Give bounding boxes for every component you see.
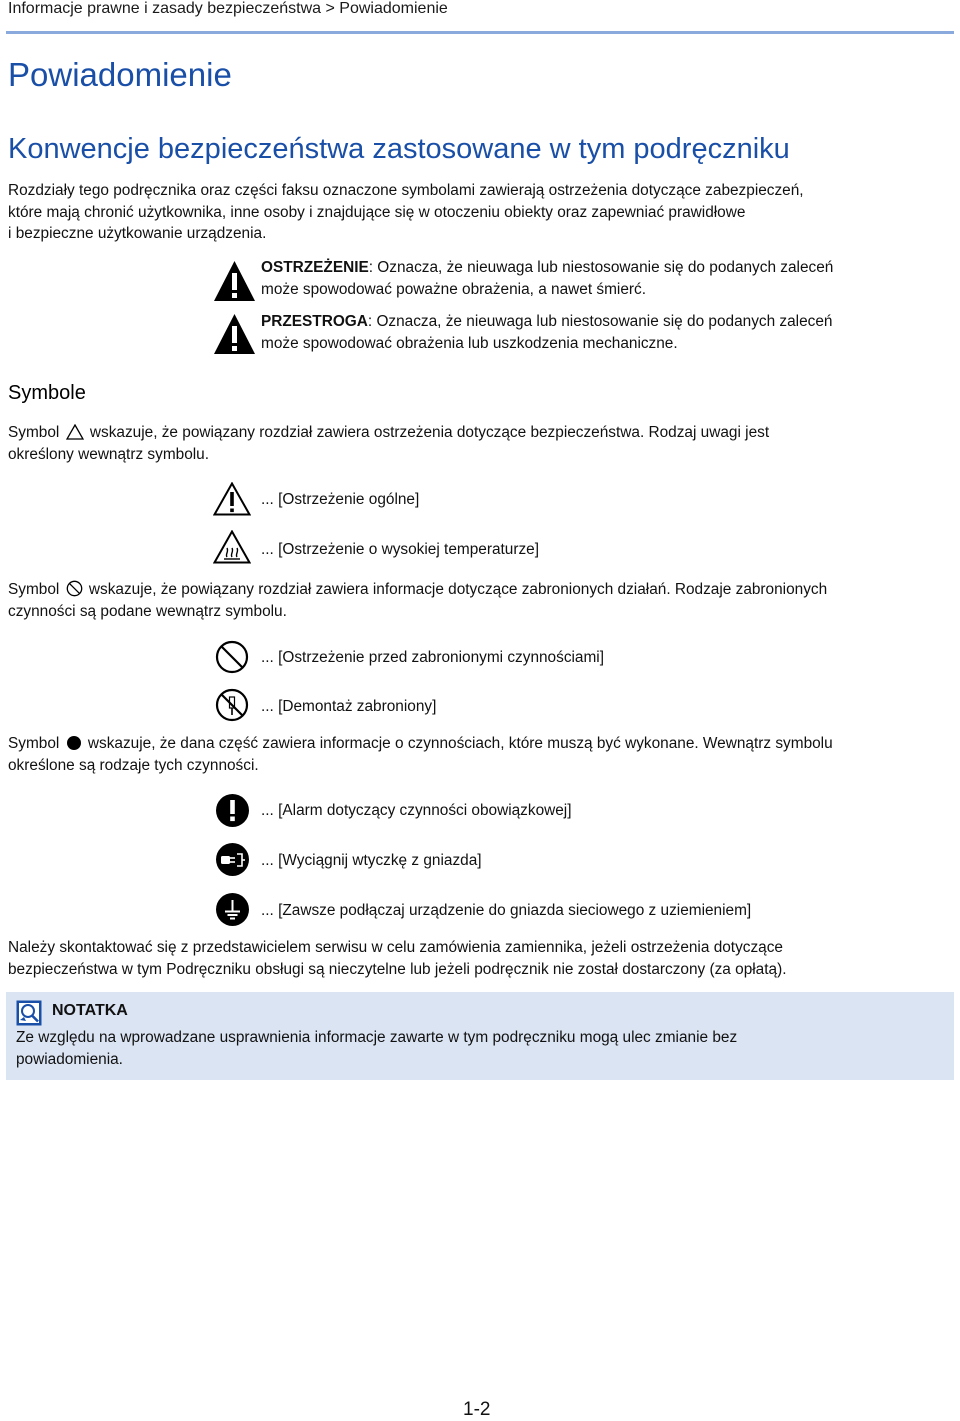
- note-body: [16, 1027, 946, 1070]
- header-divider: [6, 31, 954, 34]
- intro-paragraph: [8, 180, 804, 245]
- disassembly-prohibited-label: ... [Demontaż zabroniony]: [261, 698, 437, 715]
- symbols-heading: Symbole: [8, 382, 86, 404]
- caution-triangle-icon: [213, 313, 256, 355]
- warning-triangle-icon: [213, 260, 256, 302]
- general-warning-icon: [213, 482, 251, 516]
- mandatory-action-label: ... [Alarm dotyczący czynności obowiązkowej]: [261, 802, 572, 819]
- general-warning-label: ... [Ostrzeżenie ogólne]: [261, 491, 420, 508]
- prohibit-desc-line2: czynności są podane wewnątrz symbolu.: [8, 602, 287, 620]
- contact-line: bezpieczeństwa w tym Podręczniku obsługi są nieczytelne lub jeżeli podręcznik nie został dostarczony (za opłatą).: [8, 960, 787, 978]
- warning-desc-line2: może spowodować poważne obrażenia, a nawet śmierć.: [261, 280, 646, 298]
- mandatory-paragraph: [8, 733, 833, 776]
- caution-text: [261, 311, 832, 354]
- prohibited-action-icon: [215, 640, 249, 674]
- intro-line: które mają chronić użytkownika, inne osoby i znajdujące się w otoczeniu obiekty oraz zapewniać prawidłowe: [8, 203, 746, 221]
- note-line: powiadomienia.: [16, 1050, 123, 1068]
- prohibited-action-label: ... [Ostrzeżenie przed zabronionymi czynnościami]: [261, 649, 605, 666]
- unplug-icon: [215, 842, 250, 877]
- page-title: Powiadomienie: [8, 56, 232, 93]
- symbol-word: Symbol: [8, 735, 60, 752]
- prohibit-desc: wskazuje, że powiązany rozdział zawiera informacje dotyczące zabronionych działań. Rodzaje zabronionych: [88, 581, 828, 598]
- note-icon: [16, 1000, 42, 1026]
- contact-line: Należy skontaktować się z przedstawicielem serwisu w celu zamówienia zamiennika, jeżeli ostrzeżenia dotyczące: [8, 939, 783, 956]
- symbol-word: Symbol: [8, 424, 60, 441]
- breadcrumb: Informacje prawne i zasady bezpieczeństwa > Powiadomienie: [8, 0, 448, 17]
- ground-icon: [215, 892, 250, 927]
- caution-desc-line2: może spowodować obrażenia lub uszkodzenia mechaniczne.: [261, 334, 678, 352]
- outline-prohibit-icon: [66, 580, 83, 597]
- page-number: 1-2: [463, 1399, 491, 1420]
- mandatory-desc: wskazuje, że dana część zawiera informacje o czynnościach, które muszą być wykonane. Wewnątrz symbolu: [87, 735, 833, 752]
- triangle-desc-line2: określony wewnątrz symbolu.: [8, 445, 210, 463]
- triangle-desc: wskazuje, że powiązany rozdział zawiera ostrzeżenia dotyczące bezpieczeństwa. Rodzaj uwagi jest: [89, 424, 770, 441]
- disassembly-prohibited-icon: [215, 688, 249, 722]
- caution-desc: : Oznacza, że nieuwaga lub niestosowanie się do podanych zaleceń: [367, 313, 833, 330]
- note-line: Ze względu na wprowadzane usprawnienia informacje zawarte w tym podręczniku mogą ulec zmianie bez: [16, 1029, 738, 1046]
- intro-line: i bezpieczne użytkowanie urządzenia.: [8, 225, 267, 242]
- warning-label: OSTRZEŻENIE: [261, 259, 369, 276]
- warning-text: [261, 257, 833, 300]
- intro-line: Rozdziały tego podręcznika oraz części faksu oznaczone symbolami zawierają ostrzeżenia dotyczące zabezpieczeń,: [8, 182, 804, 199]
- note-title: NOTATKA: [52, 1002, 128, 1019]
- prohibit-paragraph: [8, 579, 827, 622]
- ground-label: ... [Zawsze podłączaj urządzenie do gniazda sieciowego z uziemieniem]: [261, 902, 752, 919]
- warning-desc: : Oznacza, że nieuwaga lub niestosowanie się do podanych zaleceń: [368, 259, 834, 276]
- high-temperature-icon: [213, 530, 251, 564]
- outline-triangle-icon: [66, 424, 84, 440]
- contact-paragraph: [8, 937, 786, 980]
- high-temperature-label: ... [Ostrzeżenie o wysokiej temperaturze]: [261, 541, 539, 558]
- section-title: Konwencje bezpieczeństwa zastosowane w tym podręczniku: [8, 133, 790, 165]
- mandatory-desc-line2: określone są rodzaje tych czynności.: [8, 756, 259, 774]
- filled-circle-icon: [66, 735, 82, 751]
- caution-label: PRZESTROGA: [261, 313, 368, 330]
- triangle-paragraph: [8, 422, 769, 465]
- unplug-label: ... [Wyciągnij wtyczkę z gniazda]: [261, 852, 482, 869]
- mandatory-action-icon: [215, 793, 250, 828]
- symbol-word: Symbol: [8, 581, 60, 598]
